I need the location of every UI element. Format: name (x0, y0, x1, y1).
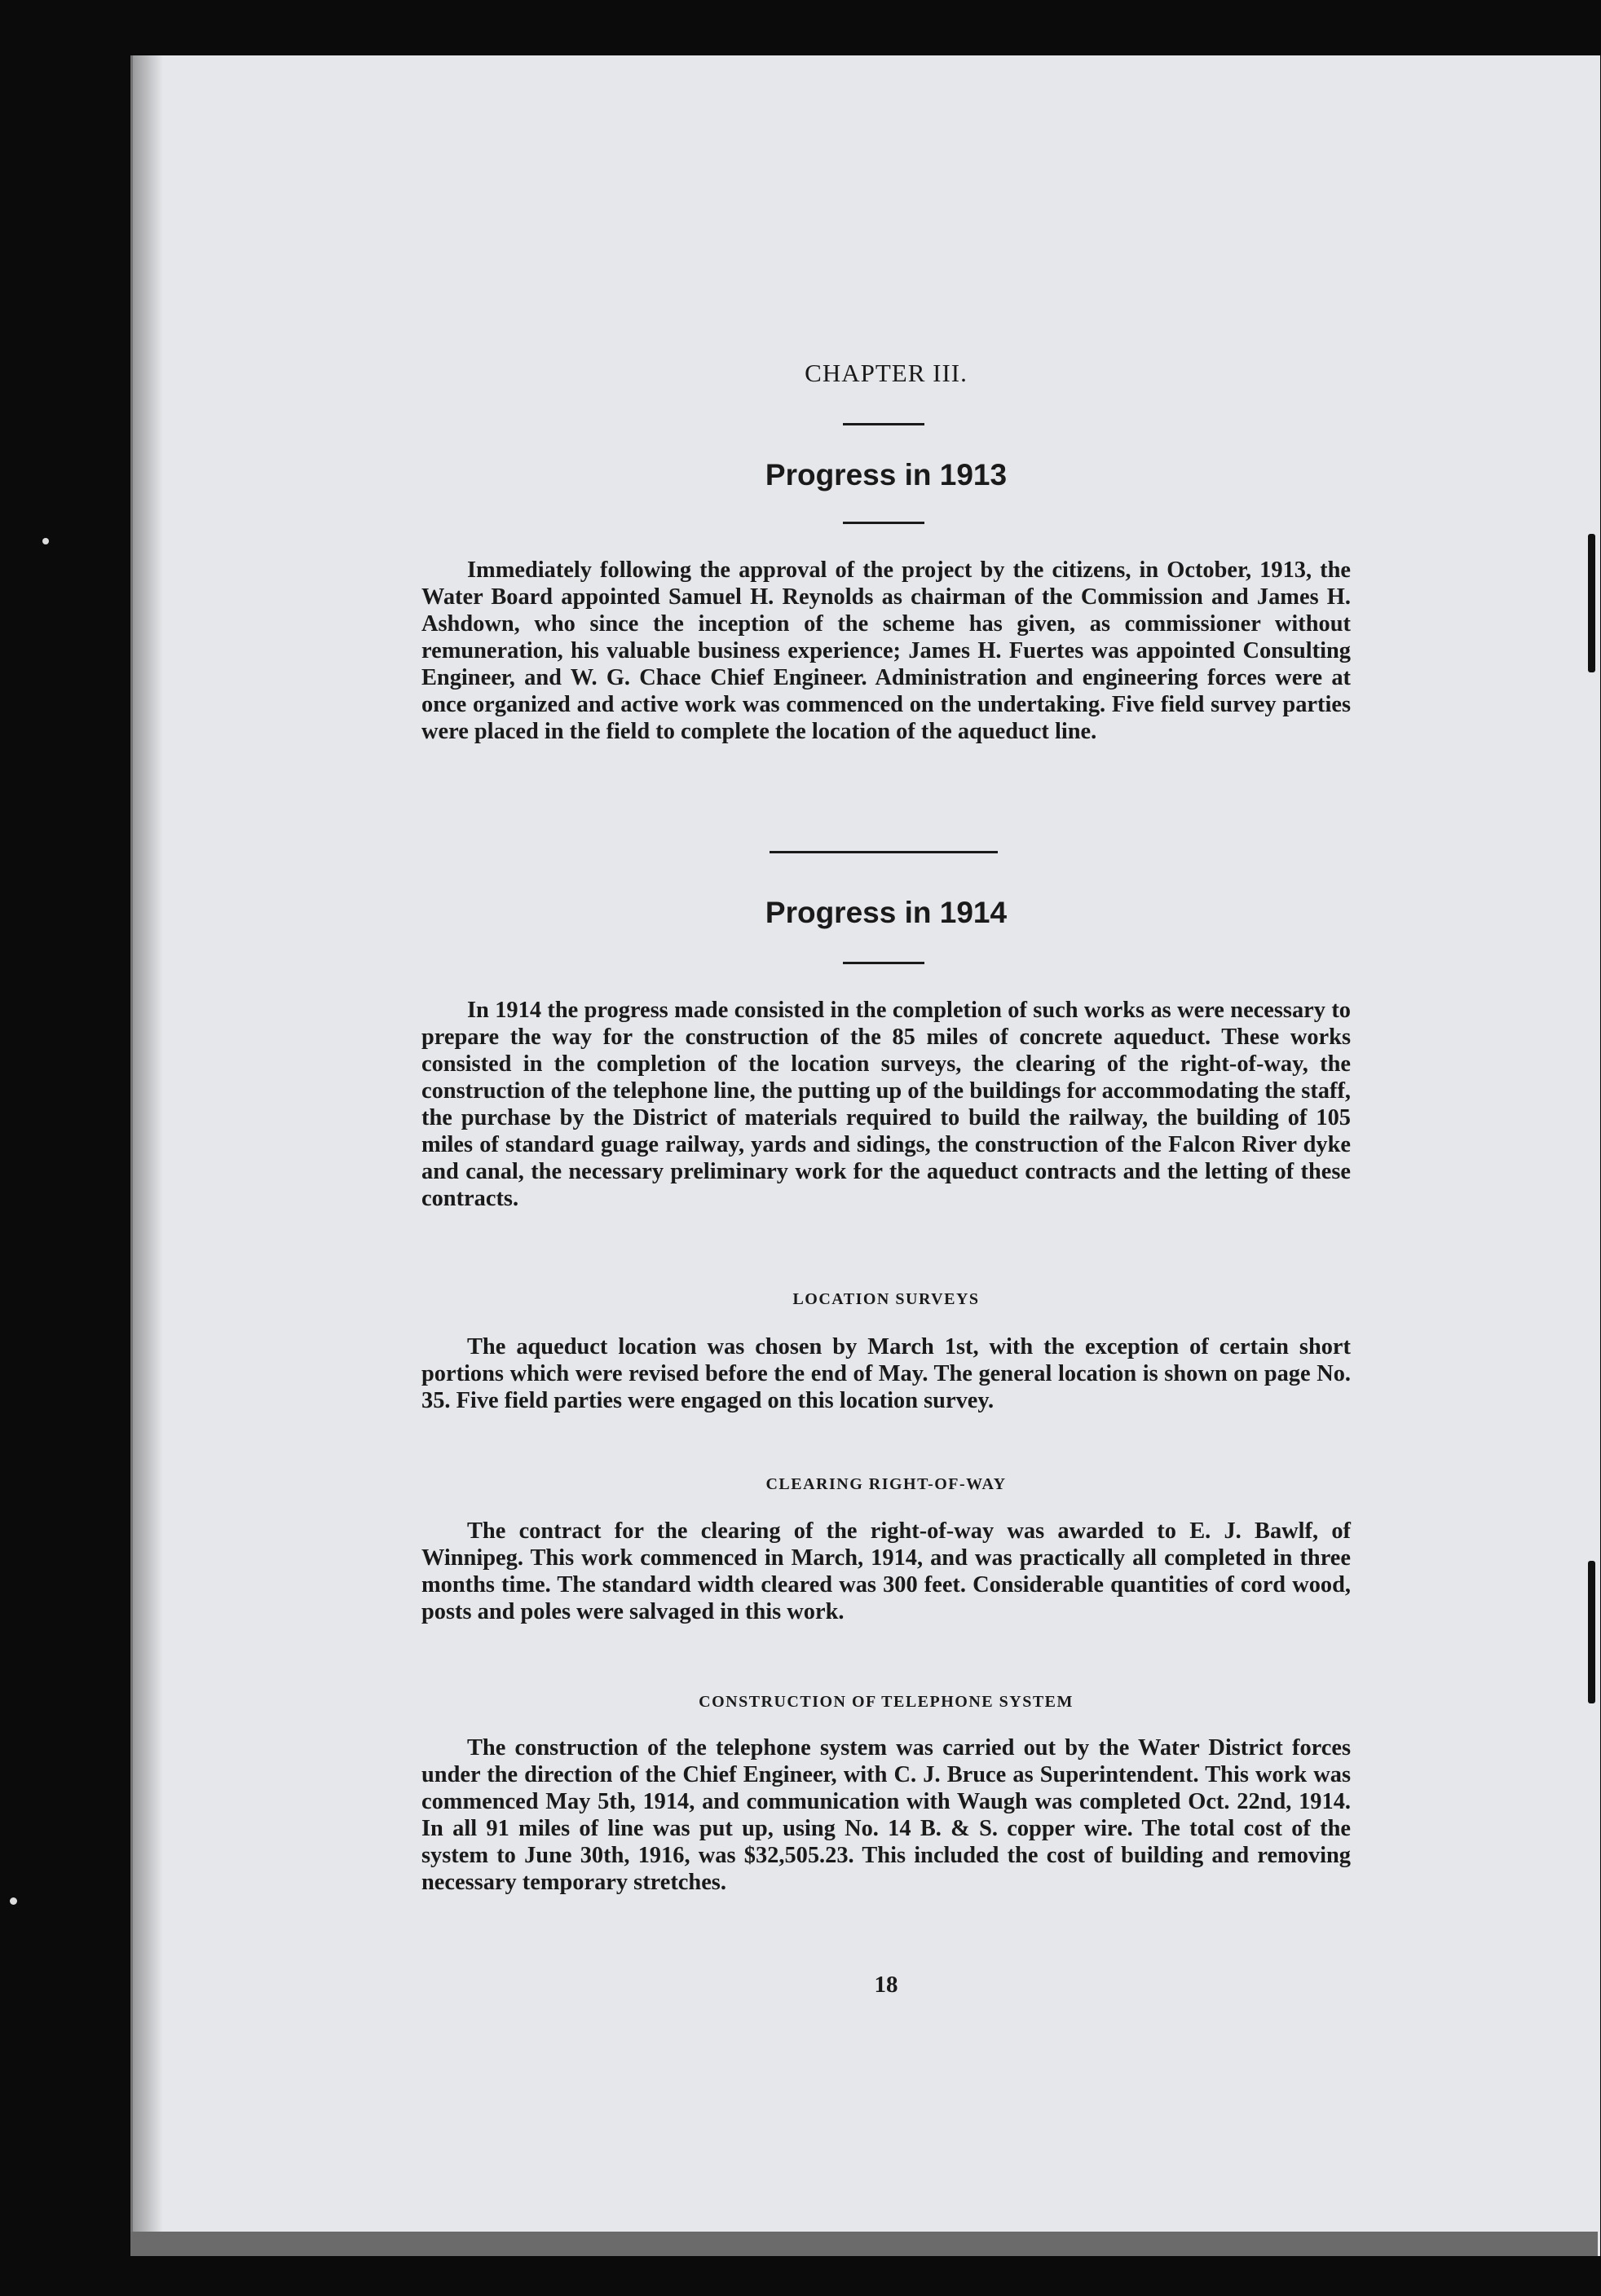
paragraph-telephone-system: The construction of the telephone system was carried out by the Water District forces under the direction of the Chief Engineer, with C. J. Bruce as Superintendent. This work was commenced May 5th, 1914, and communication with Waugh was completed Oct. 22nd, 1914. In all 91 miles of line was put up, using No. 14 B. & S. copper wire. The total cost of the system to June 30th, 1916, was $32,505.23. This included the cost of building and removing necessary temporary stretches. (421, 1735, 1351, 1895)
section-title-1913: Progress in 1913 (765, 458, 1008, 491)
page-number: 18 (874, 1972, 898, 1998)
paragraph-1914: In 1914 the progress made consisted in the completion of such works as were necessary to prepare the way for the construction of the 85 miles of concrete aqueduct. These works consisted in the completion of the location surveys, the clearing of the right-of-way, the construction of the telephone line, the putting up of the buildings for accommodating the staff, the purchase by the District of materials required to build the railway, the building of 105 miles of standard guage railway, yards and sidings, the construction of the Falcon River dyke and canal, the necessary preliminary work for the aqueduct contracts and the letting of these contracts. (421, 998, 1351, 1211)
subheading-telephone-system: CONSTRUCTION OF TELEPHONE SYSTEM (699, 1693, 1074, 1711)
chapter-heading: CHAPTER III. (805, 359, 968, 387)
paragraph-1913: Immediately following the approval of the project by the citizens, in October, 1913, the Water Board appointed Samuel H. Reynolds as chairman of the Commission and James H. Ashdown, who since the inception of the scheme has given, as commissioner without remuneration, his valuable business experience; James H. Fuertes was appointed Consulting Engineer, and W. G. Chace Chief Engineer. Administration and engineering forces were at once organized and active work was commenced on the undertaking. Five field survey parties were placed in the field to complete the location of the aqueduct line. (421, 557, 1351, 744)
section-divider (770, 851, 998, 853)
scan-speck (10, 1897, 17, 1905)
paragraph-clearing-right-of-way: The contract for the clearing of the right-of-way was awarded to E. J. Bawlf, of Winnipeg. This work commenced in March, 1914, and was practically all completed in three months time. The standard width cleared was 300 feet. Considerable quantities of cord wood, posts and poles were salvaged in this work. (421, 1518, 1351, 1624)
scan-speck (42, 538, 49, 544)
paragraph-location-surveys: The aqueduct location was chosen by March 1st, with the exception of certain short portions which were revised before the end of May. The general location is shown on page No. 35. Five field parties were engaged on this location survey. (421, 1334, 1351, 1413)
binding-mark-lower (1588, 1561, 1595, 1703)
chapter-rule (843, 423, 924, 425)
section-title-1914: Progress in 1914 (765, 896, 1008, 929)
subheading-clearing-right-of-way: CLEARING RIGHT-OF-WAY (765, 1475, 1007, 1493)
section-1913-rule (843, 522, 924, 524)
binding-mark-upper (1588, 534, 1595, 672)
page-bottom-edge (130, 2232, 1598, 2256)
section-1914-rule (843, 962, 924, 964)
subheading-location-surveys: LOCATION SURVEYS (792, 1290, 980, 1308)
page-gutter-shadow (130, 55, 163, 2256)
